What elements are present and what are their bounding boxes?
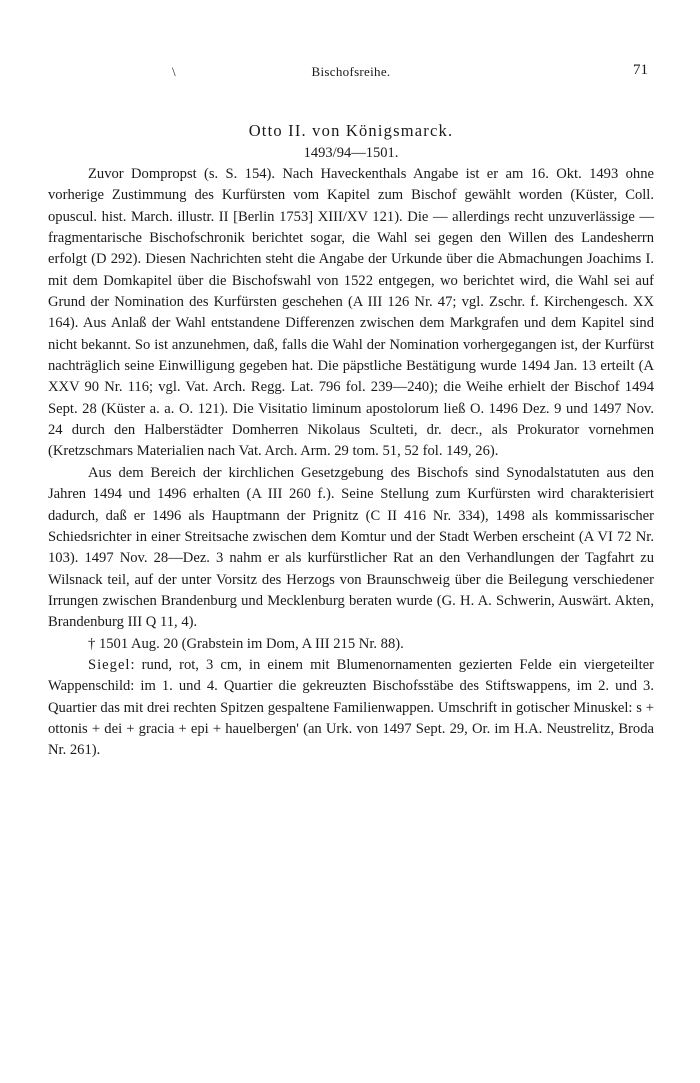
seal-label: Siegel xyxy=(88,656,131,673)
entry-body xyxy=(48,164,654,762)
paragraph-death: † 1501 Aug. 20 (Grabstein im Dom, A III 215 Nr. 88). xyxy=(88,635,404,652)
entry-dates: 1493/94—1501. xyxy=(303,145,399,161)
entry-title: Otto II. von Königsmarck. xyxy=(248,121,454,140)
seal-text: : rund, rot, 3 cm, in einem mit Blumenornamenten gezierten Felde ein viergeteilter Wappenschild: im 1. und 4. Quartier die gekreuzten Bischofsstäbe des Stiftswappens, im 2. und 3. Quartier das mit drei rechten Spitzen gespaltene Familienwappen. Umschrift in gotischer Minuskel: s + ottonis + dei + gracia + epi + hauelbergen' (an Urk. von 1497 Sept. 29, Or. im H.A. Neustrelitz, Broda Nr. 261). xyxy=(48,656,654,759)
running-head xyxy=(48,64,654,86)
paragraph-election: Zuvor Dompropst (s. S. 154). Nach Haveckenthals Angabe ist er am 16. Okt. 1493 ohne vorherige Zustimmung des Kurfürsten vom Kapitel zum Bischof gewählt worden (Küster, Coll. opuscul. hist. March. illustr. II [Berlin 1753] XIII/XV 121). Die — allerdings recht unzuverlässige — fragmentarische Bischofschronik berichtet sogar, die Wahl sei gegen den Willen des Landesherrn erfolgt (D 292). Diesen Nachrichten steht die Angabe der Urkunde über die Abmachungen Joachims I. mit dem Domkapitel über die Bischofswahl von 1522 entgegen, wo berichtet wird, die Wahl sei auf Grund der Nomination des Kurfürsten geschehen (A III 126 Nr. 47; vgl. Zschr. f. Kirchengesch. XX 164). Aus Anlaß der Wahl entstandene Differenzen zwischen dem Markgrafen und dem Kapitel sind nicht bekannt. So ist anzunehmen, daß, falls die Wahl der Nomination vorhergegangen ist, der Kurfürst nachträglich seine Einwilligung gegeben hat. Die päpstliche Bestätigung wurde 1494 Jan. 13 erteilt (A XXV 90 Nr. 116; vgl. Vat. Arch. Regg. Lat. 796 fol. 239—240); die Weihe erhielt der Bischof 1494 Sept. 28 (Küster a. a. O. 121). Die Visitatio liminum apostolorum ließ O. 1496 Dez. 9 und 1497 Nov. 24 durch den Halberstädter Domherren Nikolaus Sculteti, dr. decr., als Prokurator vornehmen (Kretzschmars Materialien nach Vat. Arch. Arm. 29 tom. 51, 52 fol. 149, 26). xyxy=(48,166,654,460)
book-page xyxy=(48,64,654,762)
paragraph-legislation: Aus dem Bereich der kirchlichen Gesetzgebung des Bischofs sind Synodalstatuten aus den Jahren 1494 und 1496 erhalten (A III 260 f.). Seine Stellung zum Kurfürsten wird charakterisiert dadurch, daß er 1496 als Hauptmann der Prignitz (C II 416 Nr. 334), 1498 als kommissarischer Schiedsrichter in einer Streitsache zwischen dem Komtur und der Stadt Werben erscheint (A VI 72 Nr. 103). 1497 Nov. 28—Dez. 3 nahm er als kurfürstlicher Rat an den Verhandlungen der Tagfahrt zu Wilsnack teil, auf der unter Vorsitz des Herzogs von Braunschweig über die Beilegung verschiedener Irrungen zwischen Brandenburg und Mecklenburg beraten wurde (G. H. A. Schwerin, Auswärt. Akten, Brandenburg III Q 11, 4). xyxy=(48,464,654,631)
paragraph-seal xyxy=(48,655,654,762)
page-number: 71 xyxy=(633,62,648,78)
margin-mark: \ xyxy=(172,64,176,79)
running-title: Bischofsreihe. xyxy=(311,64,391,79)
